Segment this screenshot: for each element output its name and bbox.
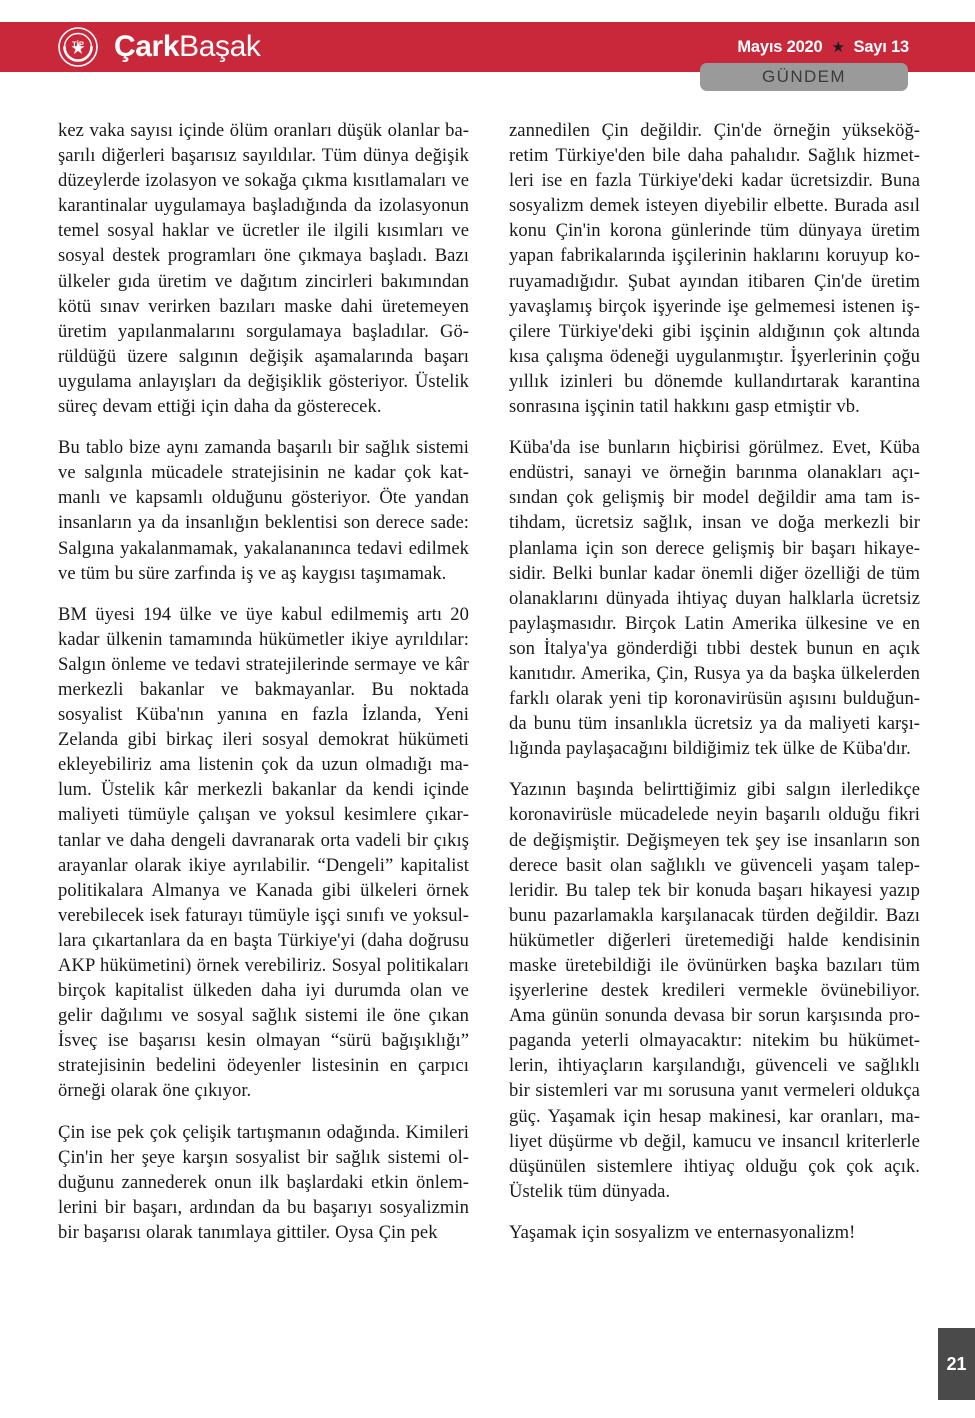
paragraph-closing: Yaşamak için sosyalizm ve enternasyonalizm!: [509, 1221, 856, 1243]
paragraph: Bu tablo bize aynı zamanda başarılı bir sağlık sistemi ve salgınla mücadele stratejisinin ne kadar çok katmanlı ve kapsamlı olduğunu gösteriyor. Öte yandan insanların ya da insanlığın beklentisi son derece sade: Salgına yakalanmamak, yakalananınca tedavi edilmek ve tüm bu süre zarfında iş ve aş kaygısı taşımamak.: [58, 437, 469, 584]
paragraph: Küba'da ise bunların hiçbirisi görülmez. Evet, Küba endüstri, sanayi ve örneğin barınma olanakları açısından çok gelişmiş bir model değildir ama tam istihdam, ücretsiz sağlık, insan ve doğa merkezli bir planlama için son derece gelişmiş bir başarı hikayesidir. Belki bunlar kadar önemli diğer özelliği de tüm olanaklarını dünyada ihtiyaç duyan halklarla ücretsiz paylaşmasıdır. Birçok Latin Amerika ülkesine ve en son İtalya'ya gönderdiği tıbbi destek bunun en açık kanıtıdır. Amerika, Çin, Rusya ya da başka ülkelerden farklı olarak yeni tip koronavirüsün aşısını bulduğunda bunu tüm insanlıkla ücretsiz ya da maliyeti karşılığında paylaşacağını bildiğimiz tek ülke de Küba'dır.: [509, 437, 920, 760]
page-number-badge: 21: [938, 1328, 975, 1400]
issue-number: Sayı 13: [853, 37, 909, 56]
issue-info: [737, 38, 909, 57]
paragraph: Çin ise pek çok çelişik tartışmanın odağında. Kimileri Çin'in her şeye karşın sosyalist bir sağlık sistemi olduğunu zannederek onun ilk başlardaki etkin önlemlerini bir başarı, ardından da bu başarıyı sosyalizmin bir başarısı olarak tanımlaya gittiler. Oysa Çin pek: [58, 1121, 469, 1243]
paragraph: kez vaka sayısı içinde ölüm oranları düşük olanlar başarılı diğerleri başarısız sayıldılar. Tüm dünya değişik düzeylerde izolasyon ve sokağa çıkma kısıtlamaları ve karantinalar uygulamaya başladığında da izolasyonun temel sosyal haklar ve ücretler ile ilgili kısımları ve sosyal destek programları öne çıkmaya başladı. Bazı ülkeler gıda üretim ve dağıtım zincirleri bakımından kötü sınav verirken bazıları maske dahi üretemeyen üretim yapılanmalarını sorgulamaya başladılar. Görüldüğü üzere salgının değişik aşamalarında başarı uygulama anlayışları da değişiklik gösteriyor. Üstelik süreç devam ettiği için daha da gösterecek.: [58, 120, 469, 418]
article-column-right: [509, 118, 920, 1245]
star-icon: ★: [831, 38, 845, 56]
paragraph: zannedilen Çin değildir. Çin'de örneğin yükseköğretim Türkiye'den bile daha pahalıdır. Sağlık hizmetleri ise en fazla Türkiye'deki kadar ücretsizdir. Buna sosyalizm demek isteyen diyebilir elbette. Burada asıl konu Çin'in korona günlerinde tüm dünyaya üretim yapan fabrikalarında işçilerinin haklarını koruyup koruyamadığıdır. Şubat ayından itibaren Çin'de üretim yavaşlamış birçok işyerinde işe gelmemesi istenen işçilere Türkiye'deki gibi işçinin aldığının çok altında kısa çalışma ödeneği uygulanmıştır. İşyerlerinin çoğu yıllık izinleri bu dönemde kullandırtarak karantina sonrasına işçinin tatil hakkını gasp etmiştir vb.: [509, 120, 920, 418]
paragraph: Yazının başında belirttiğimiz gibi salgın ilerledikçe koronavirüsle mücadelede neyin başarılı olduğu fikri de değişmiştir. Değişmeyen tek şey ise insanların son derece basit olan sağlıklı ve güvenceli yaşam talepleridir. Bu talep tek bir konuda başarı hikayesi yazıp bunu pazarlamakla karşılanacak türden değildir. Bazı hükümetler diğerleri üretemediği halde kendisinin maske üretebildiği ile övünürken başka bazıları tüm işyerlerine destek kredileri vermekle övünebiliyor. Ama günün sonunda devasa bir sorun karşısında propaganda yeterli olmayacaktır: nitekim bu hükümetlerin, ihtiyaçların karşılandığı, güvenceli ve sağlıklı bir sistemleri var mı sorusuna yanıt vermeleri oldukça güç. Yaşamak için hesap makinesi, kar oranları, maliyet düşürme vb değil, kamucu ve insancıl kriterlerle düşünülen sistemlere ihtiyaç olduğu çok çok açık. Üstelik tüm dünyada.: [509, 779, 920, 1202]
paragraph: BM üyesi 194 ülke ve üye kabul edilmemiş artı 20 kadar ülkenin tamamında hükümetler ikiye ayrıldılar: Salgın önleme ve tedavi stratejilerinde sermaye ve kâr merkezli bakanlar ve bakmayanlar. Bu noktada sosyalist Küba'nın yanına en fazla İzlanda, Yeni Zelanda gibi birkaç ileri sosyal demokrat hükümeti ekleyebiliriz ama listenin çok da uzun olmadığı malum. Üstelik kâr merkezli bakanlar da kendi içinde maliyeti tümüyle çalışan ve yoksul kesimlere çıkartanlar ve daha dengeli davranarak orta vadeli bir çıkış arayanlar olarak ikiye ayrılabilir. “Dengeli” kapitalist politikalara Almanya ve Kanada gibi ülkeleri örnek verebilecek isek faturayı tümüyle işçi sınıfı ve yoksullara çıkartanlara da en başta Türkiye'yi (daha doğrusu AKP hükümetini) örnek verebiliriz. Sosyal politikaları birçok kapitalist ülkeden daha iyi durumda olan ve gelir dağılımı ve sosyal sağlık sistemi ile öne çıkan İsveç ise başarısı kesin olmayan “sürü bağışıklığı” stratejisinin bedelini ödeyenler listesinin en çarpıcı örneği olarak öne çıkıyor.: [58, 603, 469, 1102]
tip-party-emblem-icon: [58, 27, 98, 67]
article-body: [58, 118, 920, 1245]
section-tag-gundem: GÜNDEM: [700, 63, 908, 91]
publication-title: [114, 32, 261, 62]
issue-date: Mayıs 2020: [737, 37, 823, 56]
publication-title-bold: Çark: [114, 30, 180, 63]
publication-title-light: Başak: [179, 30, 261, 63]
svg-text:TİP: TİP: [72, 39, 84, 49]
article-column-left: [58, 118, 469, 1245]
